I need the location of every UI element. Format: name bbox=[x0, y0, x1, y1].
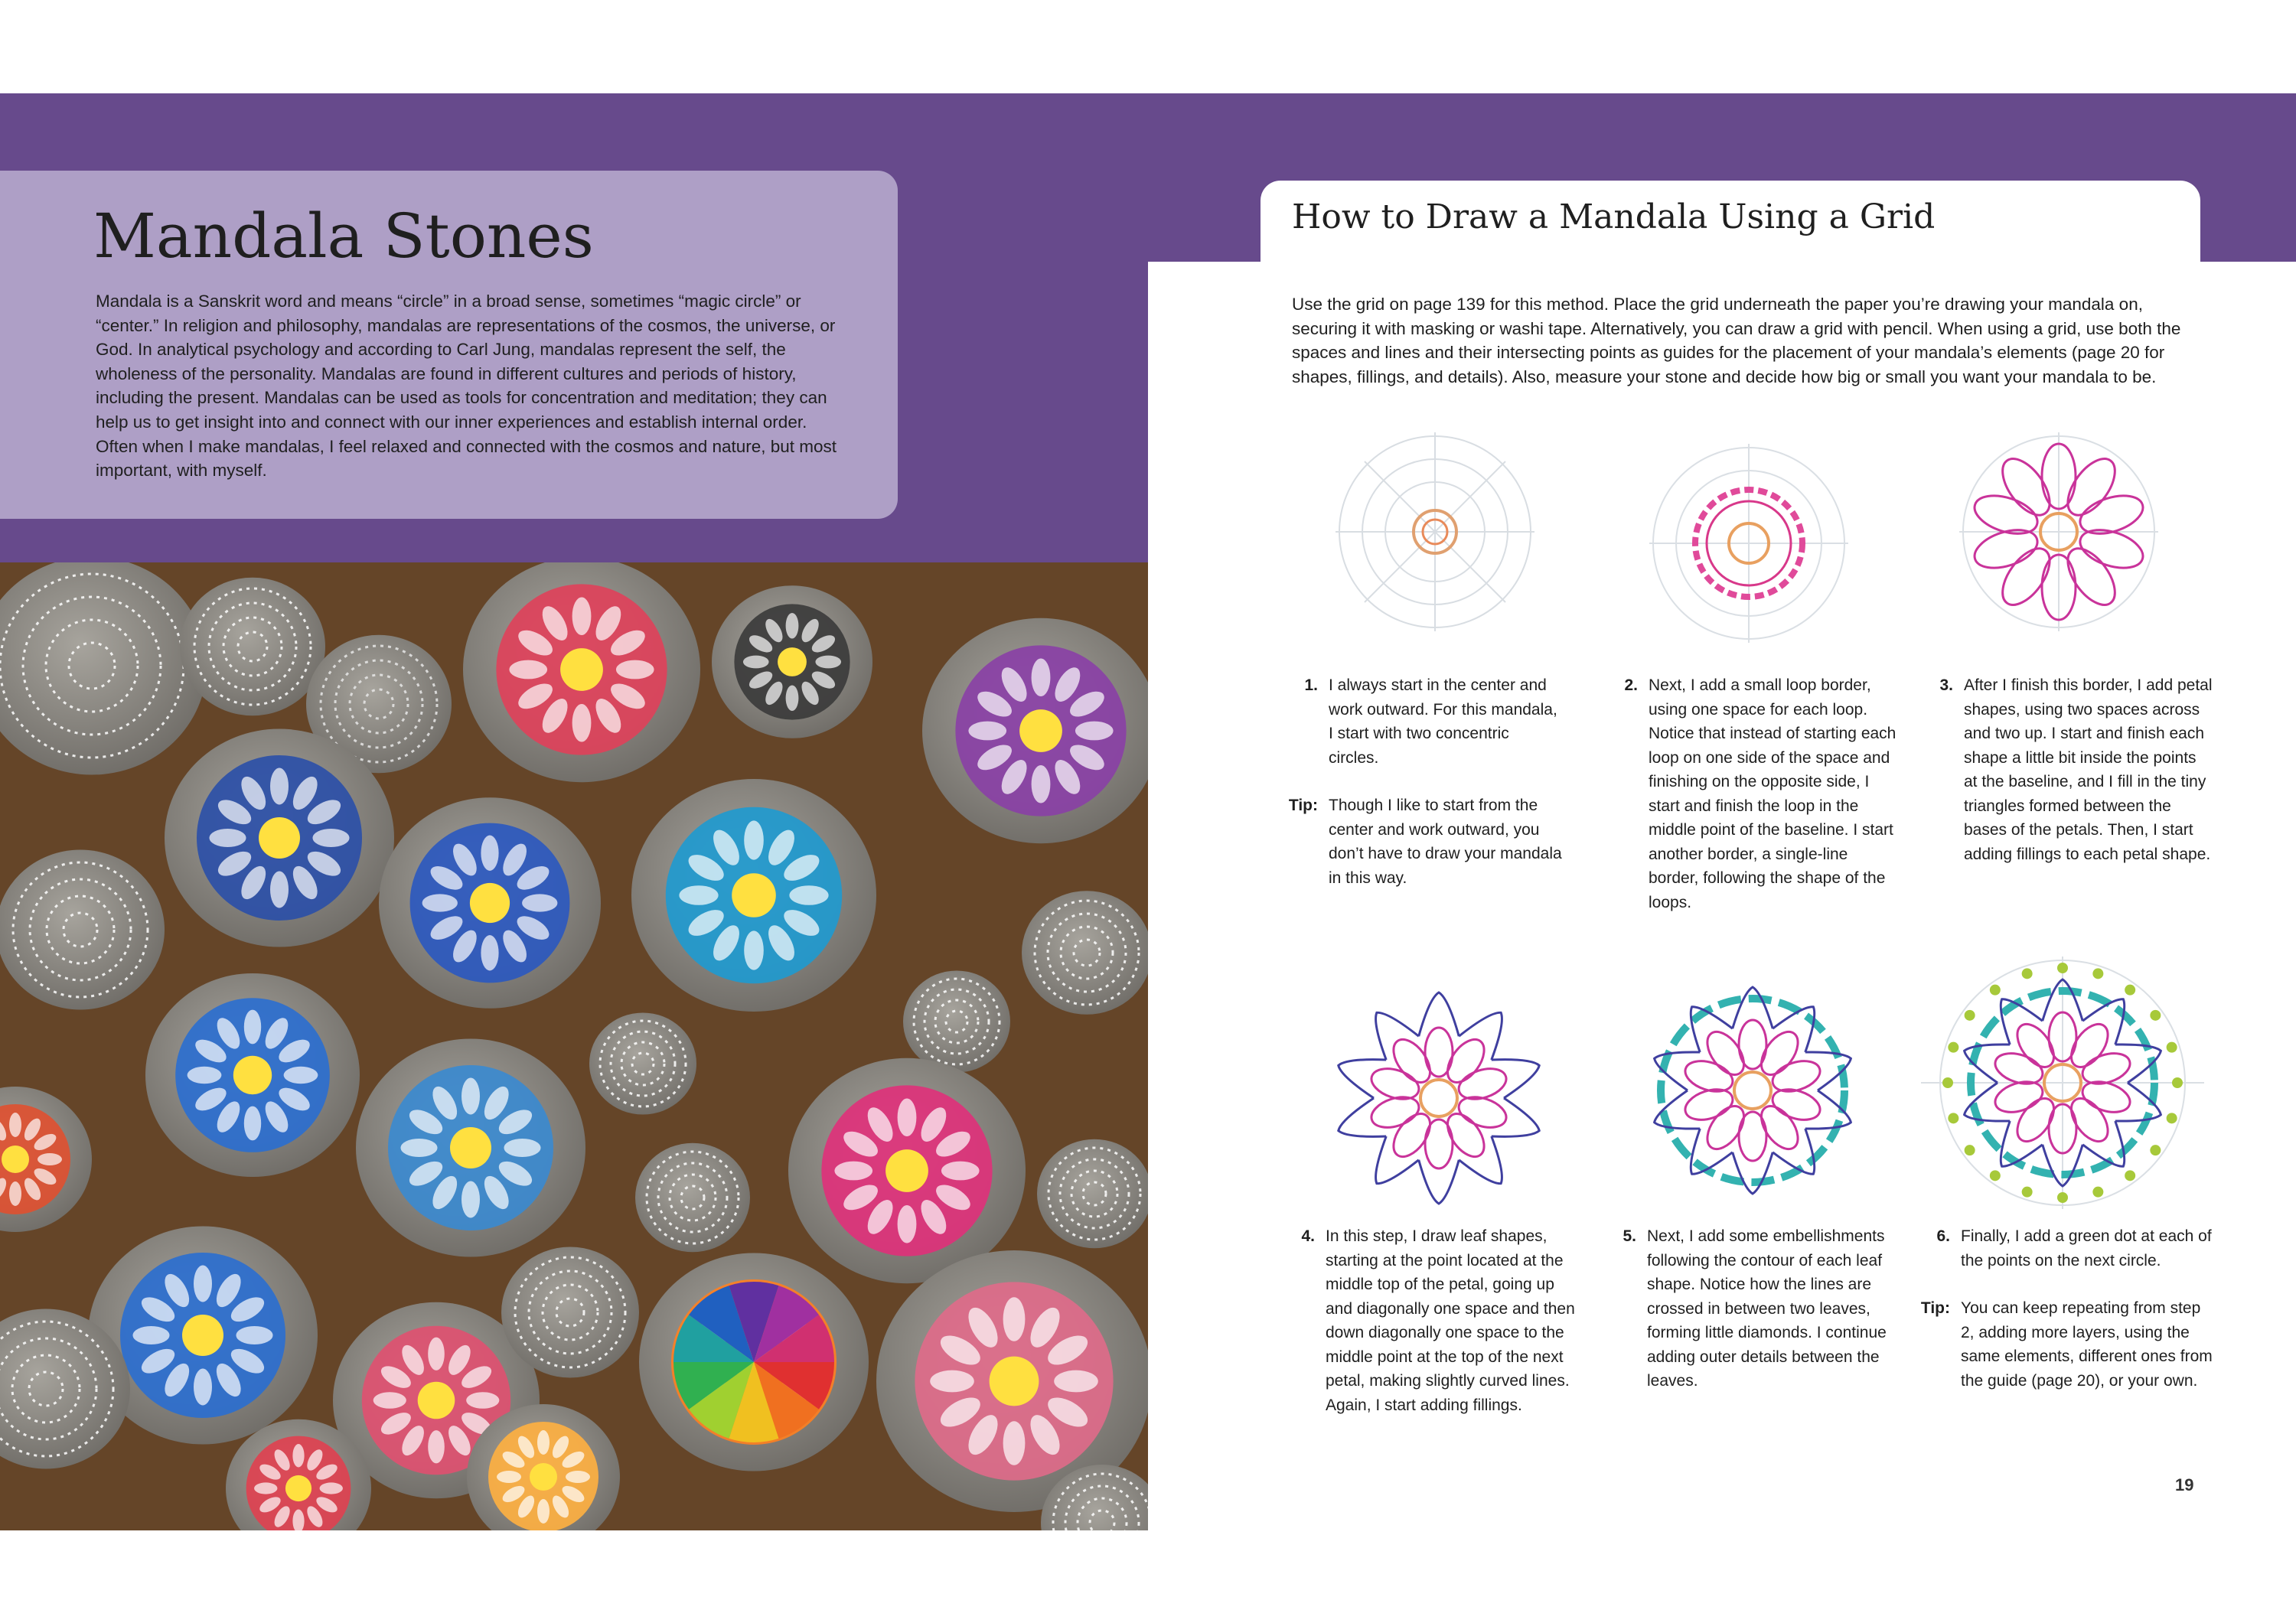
step-text: I always start in the center and work outward. For this mandala, I start with two concentric circles. bbox=[1329, 676, 1557, 767]
painted-stone bbox=[1037, 1139, 1148, 1249]
step-5-illustration bbox=[1638, 976, 1867, 1205]
step-text: Next, I add a small loop border, using one space for each loop. Notice that instead of starting each loop on one side of the space and finishing on the opposite side, I start and finish the loop in the middle point of the baseline. I start another border, a single-line border, following the shape of the loops. bbox=[1649, 676, 1896, 911]
step-text: Next, I add some embellishments following the contour of each leaf shape. Notice how the lines are crossed in between two leaves, forming little diamonds. I continue adding outer details between the leaves. bbox=[1647, 1227, 1887, 1390]
step-number: 6. bbox=[1936, 1227, 1950, 1245]
painted-stone bbox=[1022, 891, 1148, 1015]
step-2-illustration bbox=[1645, 440, 1852, 647]
step-3-illustration bbox=[1955, 429, 2162, 635]
method-intro-paragraph: Use the grid on page 139 for this method. Place the grid underneath the paper you’re drawing your mandala on, securing it with masking or washi tape. Alternatively, you can draw a grid with pencil. When using a grid, use both the spaces and lines and their intersecting points as guides for the placement of your mandala’s elements (page 20 for shapes, fillings, and details). Also, measure your stone and decide how big or small you want your mandala to be. bbox=[1292, 295, 2181, 386]
painted-stone bbox=[463, 562, 700, 782]
step-number: 2. bbox=[1624, 676, 1638, 694]
painted-stone bbox=[635, 1143, 750, 1253]
step-6-illustration bbox=[1921, 957, 2204, 1209]
painted-stone bbox=[379, 797, 601, 1009]
step-2 bbox=[1607, 673, 1898, 914]
painted-stone bbox=[0, 850, 165, 1010]
step-6 bbox=[1919, 1224, 2218, 1393]
step-number: 5. bbox=[1623, 1227, 1636, 1245]
painted-stone bbox=[903, 971, 1010, 1073]
tip-label: Tip: bbox=[1288, 797, 1318, 814]
color-wheel-stone bbox=[673, 1282, 834, 1442]
intro-paragraph: Mandala is a Sanskrit word and means “circle” in a broad sense, sometimes “magic circle” or “center.” In religion and philosophy, mandalas are representations of the cosmos, the universe, or God. In analytical psychology and according to Carl Jung, mandalas represent the self, the wholeness of the personality. Mandalas are found in different cultures and periods of history, including the present. Mandalas can be used as tools for concentration and meditation; they can help us to get insight into and connect with our inner experiences and establish internal order. Often when I make mandalas, I feel relaxed and connected with the cosmos and nature, but most important, with myself. bbox=[96, 292, 837, 481]
step-number: 4. bbox=[1301, 1227, 1315, 1245]
painted-stone bbox=[180, 578, 325, 716]
painted-stone bbox=[501, 1247, 639, 1378]
step-5 bbox=[1606, 1224, 1896, 1393]
step-number: 3. bbox=[1939, 676, 1953, 694]
painted-stone bbox=[356, 1039, 585, 1257]
painted-stone bbox=[589, 1013, 696, 1115]
painted-stone bbox=[165, 729, 394, 947]
tip-text: Though I like to start from the center and work outward, you don’t have to draw your mandala in this way. bbox=[1329, 797, 1562, 887]
step-1 bbox=[1287, 673, 1563, 890]
painted-stone bbox=[631, 779, 876, 1012]
tip-text: You can keep repeating from step 2, adding more layers, using the same elements, different ones from the guide (page 20), or your own. bbox=[1961, 1299, 2213, 1390]
step-text: In this step, I draw leaf shapes, starting at the point located at the middle top of the petal, going up and diagonally one space and then down diagonally one space to the middle point at the top of the next petal, making slightly curved lines. Again, I start adding fillings. bbox=[1326, 1227, 1575, 1414]
section-title: How to Draw a Mandala Using a Grid bbox=[1292, 197, 1936, 236]
mandala-stones-photo bbox=[0, 562, 1148, 1530]
step-number: 1. bbox=[1304, 676, 1318, 694]
painted-stone bbox=[788, 1058, 1026, 1284]
step-text: Finally, I add a green dot at each of the points on the next circle. bbox=[1961, 1227, 2212, 1269]
page-title: Mandala Stones bbox=[93, 200, 594, 272]
painted-stone bbox=[712, 585, 872, 738]
step-3 bbox=[1923, 673, 2213, 866]
step-4-illustration bbox=[1328, 987, 1550, 1209]
step-text: After I finish this border, I add petal shapes, using two spaces across and two up. I start and finish each shape a little bit inside the points at the baseline, and I fill in the tiny triangles formed between the bases of the petals. Then, I start adding fillings to each petal shape. bbox=[1964, 676, 2213, 863]
step-1-illustration bbox=[1332, 429, 1538, 635]
step-4 bbox=[1284, 1224, 1575, 1417]
tip-label: Tip: bbox=[1920, 1299, 1950, 1317]
page-number: 19 bbox=[2175, 1475, 2194, 1494]
painted-stone bbox=[145, 973, 360, 1177]
